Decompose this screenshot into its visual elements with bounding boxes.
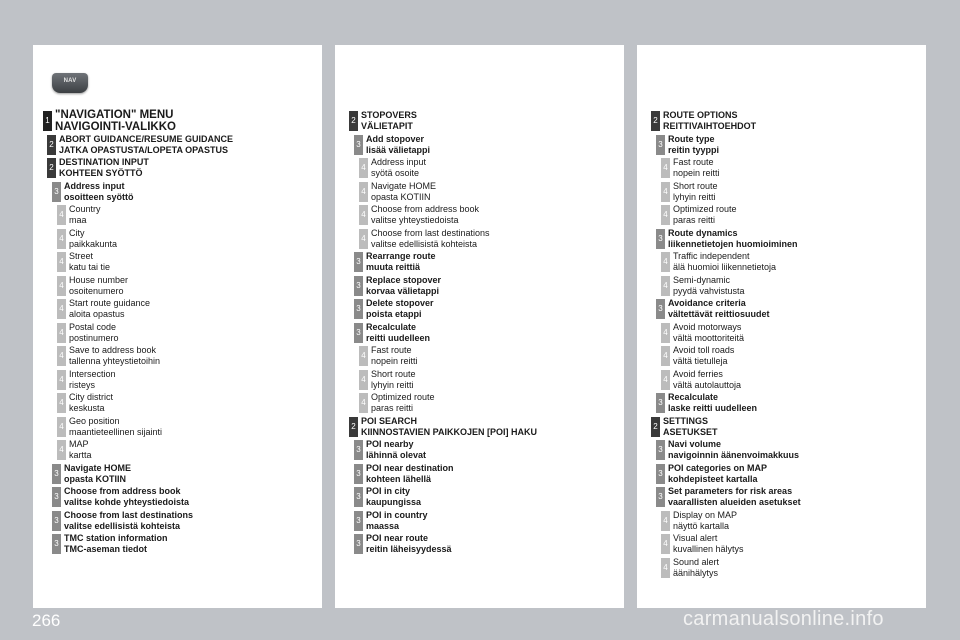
- level-badge: 4: [661, 370, 670, 390]
- menu-item-label-fi: VÄLIETAPIT: [361, 121, 413, 131]
- menu-item-label-en: Delete stopover: [366, 298, 434, 308]
- menu-item-text: [69, 298, 329, 320]
- level-badge: 4: [661, 205, 670, 225]
- menu-item-text: [673, 204, 933, 226]
- menu-item-label-fi: REITTIVAIHTOEHDOT: [663, 121, 757, 131]
- menu-item-text: [64, 533, 324, 555]
- menu-item-text: [673, 345, 933, 367]
- level-badge: 2: [349, 417, 358, 437]
- menu-item-label-fi: muuta reittiä: [366, 262, 421, 272]
- menu-item-text: [59, 157, 319, 179]
- menu-item-text: [371, 345, 631, 367]
- level-badge: 4: [57, 440, 66, 460]
- page-number: 266: [32, 611, 61, 630]
- menu-item-label-en: Recalculate: [668, 392, 719, 402]
- menu-item-label-en: Navi volume: [668, 439, 722, 449]
- level-badge: 3: [52, 182, 61, 202]
- menu-item-label-fi: maantieteellinen sijainti: [69, 426, 163, 437]
- menu-item-label-en: Short route: [673, 180, 718, 191]
- level-badge: 3: [354, 534, 363, 554]
- menu-item-label-en: MAP: [69, 439, 89, 449]
- menu-item-text: [55, 109, 315, 133]
- watermark: carmanualsonline.info: [683, 608, 884, 630]
- level-badge: 4: [661, 534, 670, 554]
- menu-item-text: [673, 533, 933, 555]
- menu-item-label-fi: valitse edellisistä kohteista: [64, 520, 181, 531]
- menu-item-label-fi: näyttö kartalla: [673, 520, 730, 531]
- menu-item-text: [366, 486, 626, 508]
- menu-item-label-en: Street: [69, 251, 94, 261]
- menu-item-text: [366, 510, 626, 532]
- menu-item-label-fi: korvaa välietappi: [366, 285, 440, 296]
- menu-item-text: [673, 510, 933, 532]
- menu-item-label-fi: aloita opastus: [69, 309, 125, 319]
- menu-item-label-fi: reitin läheisyydessä: [366, 544, 452, 554]
- level-badge: 4: [57, 323, 66, 343]
- menu-item-label-fi: NAVIGOINTI-VALIKKO: [55, 121, 176, 133]
- level-badge: 4: [359, 182, 368, 202]
- menu-item-label-fi: opasta KOTIIN: [371, 191, 431, 202]
- menu-item-text: [673, 369, 933, 391]
- menu-item-text: [366, 134, 626, 156]
- level-badge: 3: [656, 464, 665, 484]
- level-badge: 4: [359, 393, 368, 413]
- panel-navigation-menu: [33, 45, 322, 608]
- level-badge: 3: [354, 135, 363, 155]
- menu-item-label-fi: reitti uudelleen: [366, 332, 431, 343]
- menu-item-label-fi: vältä tietulleja: [673, 356, 728, 366]
- level-badge: 3: [354, 487, 363, 507]
- menu-item-label-fi: opasta KOTIIN: [64, 473, 127, 484]
- menu-item-label-fi: nopein reitti: [673, 168, 720, 178]
- menu-item-text: [668, 486, 928, 508]
- menu-item-label-en: ROUTE OPTIONS: [663, 110, 738, 120]
- level-badge: 2: [349, 111, 358, 131]
- level-badge: 3: [656, 299, 665, 319]
- level-badge: 3: [656, 393, 665, 413]
- level-badge: 3: [354, 299, 363, 319]
- menu-item-label-en: Navigate HOME: [64, 462, 132, 473]
- menu-item-label-en: Add stopover: [366, 133, 425, 144]
- menu-item-text: [69, 275, 329, 297]
- menu-item-label-en: POI near destination: [366, 462, 454, 473]
- menu-item-label-en: Replace stopover: [366, 274, 442, 285]
- level-badge: 4: [359, 370, 368, 390]
- menu-item-label-en: Fast route: [371, 345, 412, 355]
- menu-item-text: [668, 134, 928, 156]
- menu-item-label-fi: syötä osoite: [371, 168, 420, 178]
- menu-item-label-fi: KOHTEEN SYÖTTÖ: [59, 168, 143, 178]
- menu-item-text: [668, 228, 928, 250]
- menu-item-text: [69, 204, 329, 226]
- menu-item-label-fi: kartta: [69, 450, 92, 460]
- nav-button-icon: [52, 73, 88, 93]
- menu-item-label-en: ABORT GUIDANCE/RESUME GUIDANCE: [59, 133, 234, 144]
- menu-item-label-en: Navigate HOME: [371, 180, 437, 191]
- menu-item-text: [361, 110, 621, 132]
- menu-item-text: [673, 181, 933, 203]
- menu-item-label-fi: lisää välietappi: [366, 144, 431, 155]
- menu-item-label-fi: JATKA OPASTUSTA/LOPETA OPASTUS: [59, 144, 229, 155]
- menu-item-label-en: Set parameters for risk areas: [668, 486, 793, 496]
- menu-item-label-fi: maa: [69, 215, 87, 225]
- level-badge: 3: [354, 252, 363, 272]
- menu-item-label-en: Route type: [668, 133, 715, 144]
- menu-item-label-fi: ASETUKSET: [663, 426, 718, 437]
- level-badge: 4: [661, 276, 670, 296]
- menu-item-text: [371, 228, 631, 250]
- menu-item-label-en: Choose from last destinations: [64, 509, 194, 520]
- menu-item-text: [371, 181, 631, 203]
- level-badge: 4: [57, 299, 66, 319]
- level-badge: 3: [354, 511, 363, 531]
- menu-item-text: [663, 110, 923, 132]
- level-badge: 4: [57, 276, 66, 296]
- menu-item-label-en: Visual alert: [673, 533, 718, 543]
- menu-item-label-fi: vaarallisten alueiden asetukset: [668, 497, 801, 507]
- menu-item-label-fi: valitse yhteystiedoista: [371, 215, 459, 225]
- menu-item-label-en: Display on MAP: [673, 509, 738, 520]
- level-badge: 4: [57, 417, 66, 437]
- level-badge: 4: [359, 205, 368, 225]
- menu-item-label-fi: valitse kohde yhteystiedoista: [64, 497, 190, 507]
- menu-item-label-en: Traffic independent: [673, 251, 750, 261]
- level-badge: 4: [359, 346, 368, 366]
- menu-item-text: [59, 134, 319, 156]
- level-badge: 3: [656, 229, 665, 249]
- level-badge: 4: [661, 558, 670, 578]
- menu-item-label-fi: keskusta: [69, 403, 105, 413]
- menu-item-text: [366, 298, 626, 320]
- menu-item-label-fi: tallenna yhteystietoihin: [69, 356, 161, 366]
- level-badge: 4: [661, 511, 670, 531]
- menu-item-text: [673, 275, 933, 297]
- menu-item-text: [371, 392, 631, 414]
- menu-item-label-fi: poista etappi: [366, 309, 422, 319]
- level-badge: 4: [57, 370, 66, 390]
- menu-item-label-en: SETTINGS: [663, 415, 709, 426]
- menu-item-label-en: Choose from address book: [371, 204, 480, 214]
- menu-item-label-en: Avoid ferries: [673, 368, 723, 379]
- level-badge: 3: [354, 323, 363, 343]
- menu-item-label-fi: vältä autolauttoja: [673, 379, 742, 390]
- level-badge: 3: [354, 276, 363, 296]
- level-badge: 3: [52, 464, 61, 484]
- level-badge: 4: [57, 252, 66, 272]
- menu-item-label-en: City: [69, 227, 85, 238]
- menu-item-label-en: Choose from address book: [64, 486, 181, 496]
- menu-item-text: [64, 181, 324, 203]
- menu-item-text: [69, 392, 329, 414]
- menu-item-text: [371, 369, 631, 391]
- level-badge: 3: [656, 440, 665, 460]
- menu-item-label-en: Address input: [64, 180, 125, 191]
- menu-item-label-fi: kaupungissa: [366, 497, 422, 507]
- menu-item-label-en: POI in country: [366, 509, 428, 520]
- menu-item-text: [69, 251, 329, 273]
- menu-item-label-en: Semi-dynamic: [673, 274, 731, 285]
- menu-item-label-fi: kohteen lähellä: [366, 473, 432, 484]
- level-badge: 3: [52, 487, 61, 507]
- panel-route-options-settings: [637, 45, 926, 608]
- menu-item-label-en: POI near route: [366, 533, 429, 543]
- menu-item-label-en: Intersection: [69, 368, 116, 379]
- menu-item-text: [371, 204, 631, 226]
- menu-item-label-en: Sound alert: [673, 556, 720, 567]
- menu-item-label-en: "NAVIGATION" MENU: [55, 109, 174, 121]
- menu-item-label-en: Rearrange route: [366, 251, 436, 261]
- menu-item-label-fi: kohdepisteet kartalla: [668, 473, 758, 484]
- menu-item-text: [64, 486, 324, 508]
- menu-item-label-fi: KIINNOSTAVIEN PAIKKOJEN [POI] HAKU: [361, 426, 538, 437]
- level-badge: 3: [52, 534, 61, 554]
- menu-item-text: [673, 251, 933, 273]
- menu-item-label-fi: vältä moottoriteitä: [673, 332, 745, 343]
- level-badge: 4: [661, 323, 670, 343]
- level-badge: 4: [57, 205, 66, 225]
- menu-item-label-en: House number: [69, 274, 129, 285]
- menu-item-label-en: DESTINATION INPUT: [59, 157, 149, 167]
- menu-item-text: [366, 533, 626, 555]
- menu-item-label-fi: älä huomioi liikennetietoja: [673, 262, 777, 272]
- menu-item-text: [69, 228, 329, 250]
- menu-item-label-fi: nopein reitti: [371, 356, 418, 366]
- menu-item-label-en: Recalculate: [366, 321, 417, 332]
- menu-item-label-fi: lyhyin reitti: [673, 191, 716, 202]
- level-badge: 2: [651, 417, 660, 437]
- menu-item-label-fi: maassa: [366, 520, 400, 531]
- menu-item-label-en: Fast route: [673, 157, 714, 167]
- menu-item-label-fi: risteys: [69, 379, 96, 390]
- menu-item-text: [673, 322, 933, 344]
- menu-item-label-fi: paikkakunta: [69, 238, 118, 249]
- menu-item-label-en: City district: [69, 392, 114, 402]
- menu-item-label-en: Geo position: [69, 415, 120, 426]
- level-badge: 2: [47, 158, 56, 178]
- menu-item-label-fi: reitin tyyppi: [668, 144, 720, 155]
- menu-item-text: [668, 392, 928, 414]
- menu-item-text: [366, 322, 626, 344]
- menu-item-text: [69, 345, 329, 367]
- menu-item-text: [366, 251, 626, 273]
- level-badge: 3: [52, 511, 61, 531]
- menu-item-label-fi: äänihälytys: [673, 567, 719, 578]
- nav-icon-label: NAV: [63, 78, 77, 84]
- menu-item-label-en: TMC station information: [64, 533, 168, 543]
- menu-item-label-fi: vältettävät reittiosuudet: [668, 309, 770, 319]
- menu-item-text: [69, 369, 329, 391]
- menu-item-label-en: Optimized route: [673, 204, 737, 214]
- level-badge: 3: [656, 487, 665, 507]
- menu-item-label-fi: pyydä vahvistusta: [673, 285, 745, 296]
- menu-item-label-fi: katu tai tie: [69, 262, 111, 272]
- menu-item-label-en: Avoid motorways: [673, 321, 742, 332]
- menu-item-text: [668, 439, 928, 461]
- menu-item-label-fi: navigoinnin äänenvoimakkuus: [668, 450, 800, 460]
- level-badge: 2: [47, 135, 56, 155]
- menu-item-text: [64, 510, 324, 532]
- level-badge: 2: [651, 111, 660, 131]
- menu-item-label-en: POI categories on MAP: [668, 462, 768, 473]
- level-badge: 3: [656, 135, 665, 155]
- menu-item-label-en: POI SEARCH: [361, 415, 418, 426]
- menu-item-label-en: Route dynamics: [668, 227, 738, 238]
- menu-item-text: [371, 157, 631, 179]
- menu-item-label-en: Address input: [371, 157, 427, 167]
- menu-item-label-en: Choose from last destinations: [371, 227, 490, 238]
- menu-item-label-fi: lyhyin reitti: [371, 379, 414, 390]
- level-badge: 1: [43, 111, 52, 131]
- menu-item-label-fi: paras reitti: [371, 403, 414, 413]
- menu-item-text: [668, 463, 928, 485]
- level-badge: 4: [57, 229, 66, 249]
- menu-item-label-fi: kuvallinen hälytys: [673, 544, 744, 554]
- level-badge: 4: [661, 158, 670, 178]
- menu-item-label-en: Avoid toll roads: [673, 345, 735, 355]
- menu-item-text: [366, 439, 626, 461]
- level-badge: 3: [354, 440, 363, 460]
- level-badge: 4: [57, 393, 66, 413]
- level-badge: 4: [359, 229, 368, 249]
- menu-item-label-fi: valitse edellisistä kohteista: [371, 238, 478, 249]
- menu-item-label-fi: paras reitti: [673, 215, 716, 225]
- menu-item-text: [366, 275, 626, 297]
- menu-item-label-fi: liikennetietojen huomioiminen: [668, 238, 798, 249]
- menu-item-text: [69, 416, 329, 438]
- menu-item-label-en: STOPOVERS: [361, 110, 417, 120]
- menu-item-text: [673, 157, 933, 179]
- menu-item-text: [64, 463, 324, 485]
- menu-item-text: [69, 322, 329, 344]
- menu-item-text: [668, 298, 928, 320]
- level-badge: 4: [661, 346, 670, 366]
- menu-item-text: [673, 557, 933, 579]
- menu-item-label-en: Country: [69, 204, 101, 214]
- menu-item-label-en: POI nearby: [366, 439, 414, 449]
- menu-item-label-en: Optimized route: [371, 392, 435, 402]
- menu-item-label-fi: laske reitti uudelleen: [668, 403, 758, 413]
- menu-item-text: [69, 439, 329, 461]
- menu-item-label-fi: osoitteen syöttö: [64, 191, 134, 202]
- level-badge: 3: [354, 464, 363, 484]
- menu-item-label-en: Short route: [371, 368, 416, 379]
- menu-item-label-en: Avoidance criteria: [668, 298, 746, 308]
- menu-item-text: [361, 416, 621, 438]
- menu-item-label-en: Save to address book: [69, 345, 157, 355]
- menu-item-label-en: Start route guidance: [69, 298, 151, 308]
- menu-item-label-en: POI in city: [366, 486, 411, 496]
- menu-item-label-fi: TMC-aseman tiedot: [64, 544, 148, 554]
- level-badge: 4: [661, 252, 670, 272]
- menu-item-label-fi: lähinnä olevat: [366, 450, 427, 460]
- menu-item-label-fi: osoitenumero: [69, 285, 124, 296]
- menu-item-label-fi: postinumero: [69, 332, 119, 343]
- level-badge: 4: [57, 346, 66, 366]
- level-badge: 4: [359, 158, 368, 178]
- panel-stopovers-poi: [335, 45, 624, 608]
- menu-item-label-en: Postal code: [69, 321, 117, 332]
- level-badge: 4: [661, 182, 670, 202]
- menu-item-text: [366, 463, 626, 485]
- menu-item-text: [663, 416, 923, 438]
